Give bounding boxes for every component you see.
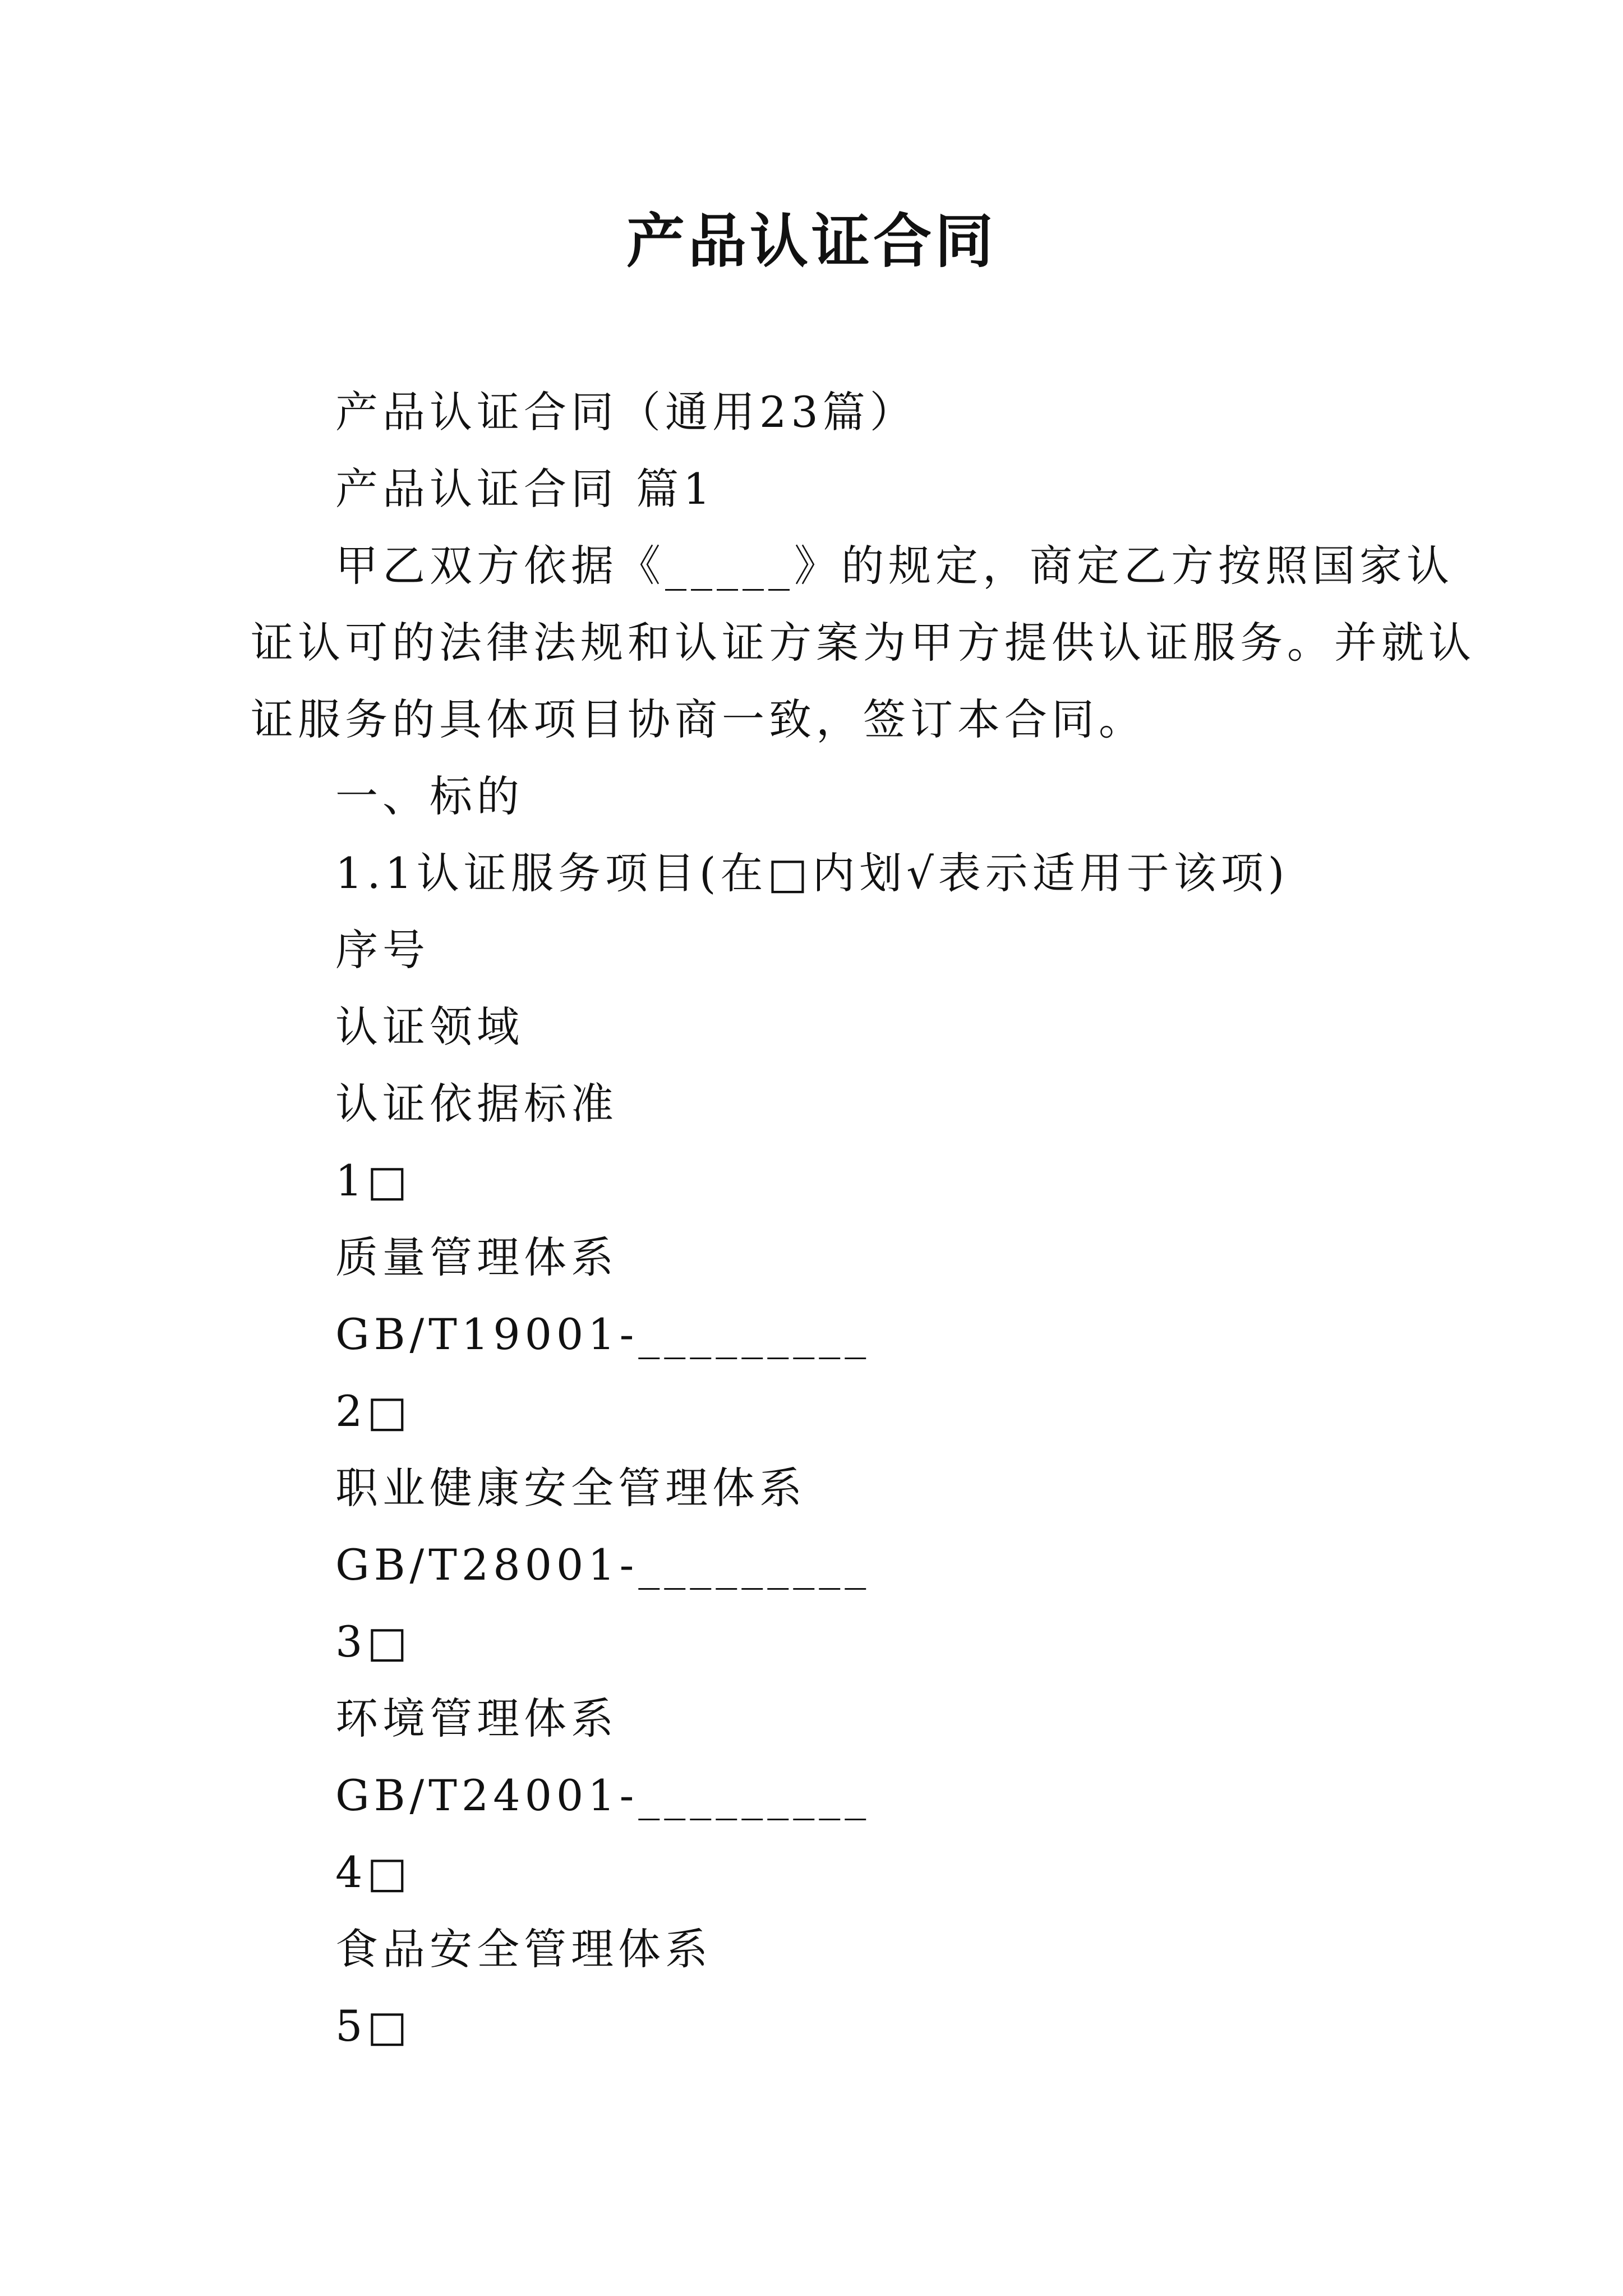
table-row-field: 环境管理体系 [335, 1694, 618, 1743]
clause-item: 1.1认证服务项目(在□内划√表示适用于该项) [335, 848, 1289, 898]
table-row-number: 2□ [335, 1386, 412, 1436]
table-header-field: 认证领域 [335, 1002, 524, 1052]
table-row-number: 5□ [335, 2001, 412, 2051]
table-header-standard: 认证依据标准 [335, 1079, 618, 1129]
table-row-number: 1□ [335, 1156, 412, 1205]
table-row-standard: GB/T19001-_________ [335, 1309, 871, 1359]
table-header-number: 序号 [335, 925, 430, 975]
document-title: 产品认证合同 [626, 206, 997, 275]
table-row-field: 食品安全管理体系 [335, 1924, 712, 1974]
table-row-field: 职业健康安全管理体系 [335, 1463, 806, 1513]
subtitle-line: 产品认证合同（通用23篇） [335, 387, 917, 437]
table-row-field: 质量管理体系 [335, 1232, 618, 1282]
table-row-standard: GB/T24001-_________ [335, 1770, 871, 1820]
table-row-number: 4□ [335, 1847, 412, 1897]
table-row-standard: GB/T28001-_________ [335, 1540, 871, 1590]
paragraph-line-1: 甲乙双方依据《_____》的规定，商定乙方按照国家认 [335, 541, 1454, 591]
section-heading: 产品认证合同 篇1 [335, 464, 715, 514]
clause-heading: 一、标的 [335, 771, 524, 821]
paragraph-line-2: 证认可的法律法规和认证方案为甲方提供认证服务。并就认 [251, 618, 1476, 668]
table-row-number: 3□ [335, 1617, 412, 1667]
paragraph-line-3: 证服务的具体项目协商一致，签订本合同。 [251, 694, 1146, 744]
